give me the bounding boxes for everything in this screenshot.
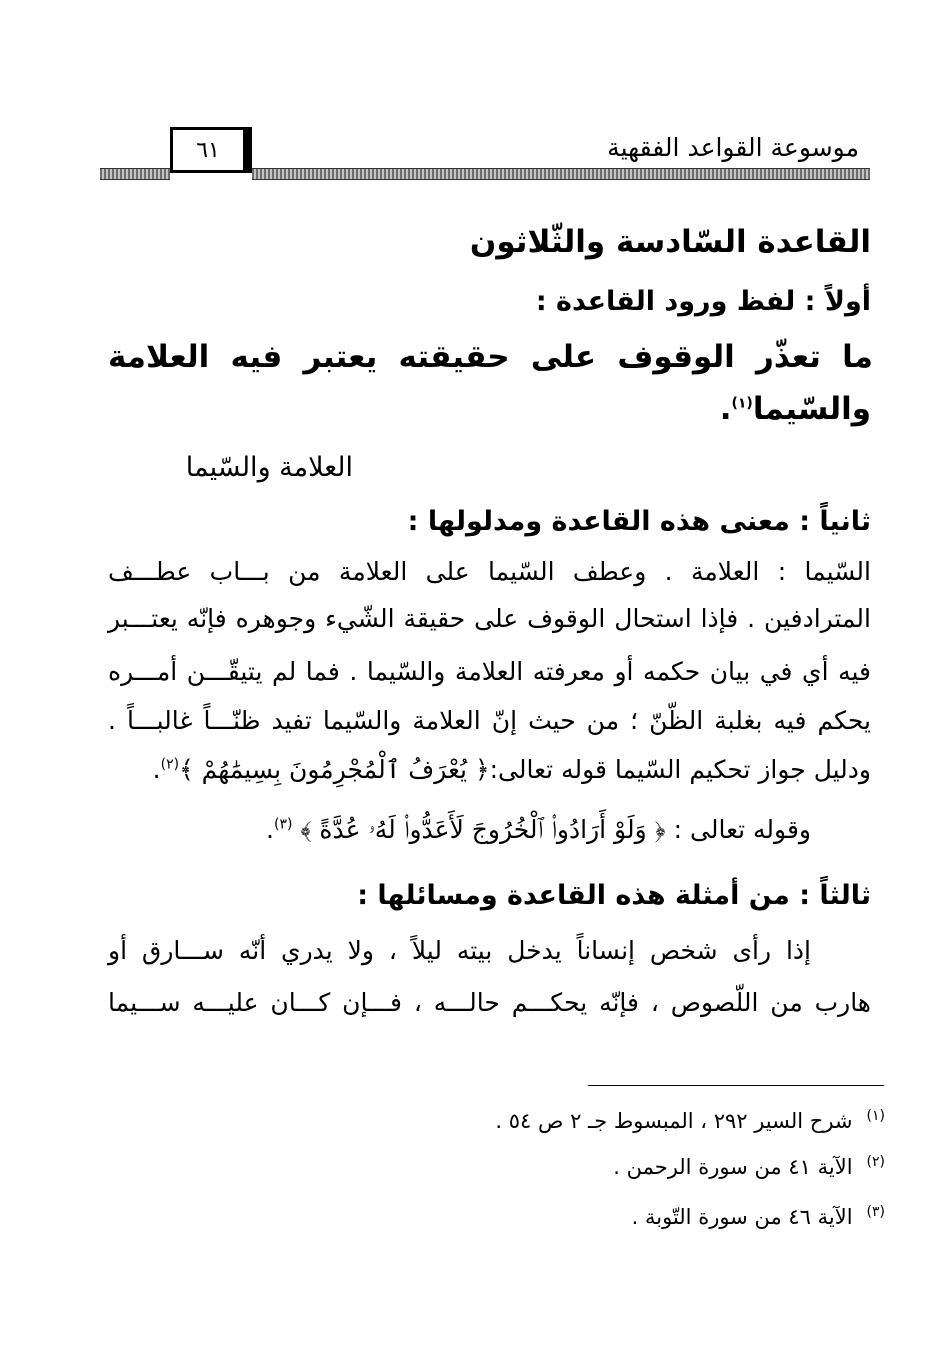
- running-header-title: موسوعة القواعد الفقهية: [607, 133, 859, 162]
- evidence1-end: .: [152, 755, 161, 784]
- paragraph1-line2: المترادفين . فإذا استحال الوقوف على حقيقة الشّيء وجوهره فإنّه يعتـــبر: [108, 604, 871, 633]
- footnote-2-number: (٢): [866, 1154, 885, 1170]
- quran-verse-1: ﴿ يُعْرَفُ ٱلْمُجْرِمُونَ بِسِيمَٰهُمْ ﴾: [179, 755, 490, 784]
- footnote-ref-1: (١): [731, 395, 753, 412]
- rule-statement-line1: ما تعذّر الوقوف على حقيقته يعتبر فيه العلامة: [108, 339, 873, 375]
- footnote-separator: [588, 1085, 884, 1086]
- subheading-alama: العلامة والسّيما: [185, 452, 353, 483]
- paragraph2-line2: هارب من اللّصوص ، فإنّه يحكـــم حالـــه ، فـــإن كـــان عليـــه ســـيما: [108, 988, 871, 1017]
- footnote-1: [495, 1108, 885, 1133]
- paragraph1-line3: فيه أي في بيان حكمه أو معرفته العلامة والسّيما . فما لم يتيقّـــن أمـــره: [108, 657, 871, 686]
- paragraph1-line4: يحكم فيه بغلبة الظّنّ ؛ من حيث إنّ العلامة والسّيما تفيد ظنّـــاً غالبـــاً .: [108, 706, 871, 735]
- footnote-ref-3: (٣): [273, 816, 293, 833]
- evidence-line-1: [108, 755, 871, 784]
- footnote-2: [613, 1154, 885, 1179]
- evidence1-prefix: ودليل جواز تحكيم السّيما قوله تعالى:: [489, 755, 871, 784]
- footnote-ref-2: (٢): [160, 756, 180, 773]
- chapter-heading: القاعدة السّادسة والثّلاثون: [469, 224, 871, 260]
- paragraph1-line1: السّيما : العلامة . وعطف السّيما على العلامة من بـــاب عطـــف: [108, 557, 871, 586]
- quran-verse-2: ﴿ وَلَوْ أَرَادُوا۟ ٱلْخُرُوجَ لَأَعَدُّوا۟ لَهُۥ عُدَّةً ﴾: [300, 815, 666, 844]
- footnote-3: [632, 1204, 885, 1229]
- footnote-1-text: شرح السير ٢٩٢ ، المبسوط جـ ٢ ص ٥٤ .: [495, 1109, 853, 1133]
- evidence-line-2: [108, 815, 811, 845]
- footnote-3-number: (٣): [866, 1204, 885, 1220]
- rule-statement-word: والسّيما: [752, 391, 871, 427]
- footnote-1-number: (١): [866, 1108, 885, 1124]
- section-title-2: ثانياً : معنى هذه القاعدة ومدلولها :: [407, 506, 871, 537]
- section-title-1: أولاً : لفظ ورود القاعدة :: [535, 286, 871, 317]
- rule-statement-line2: [108, 391, 871, 427]
- evidence2-prefix: وقوله تعالى :: [673, 815, 811, 844]
- page-number: ٦١: [170, 127, 252, 173]
- footnote-3-text: الآية ٤٦ من سورة التّوبة .: [631, 1205, 853, 1229]
- rule-statement-end: .: [719, 391, 732, 427]
- section-title-3: ثالثاً : من أمثلة هذه القاعدة ومسائلها :: [357, 880, 871, 911]
- paragraph2-line1: إذا رأى شخص إنساناً يدخل بيته ليلاً ، ولا يدري أنّه ســـارق أو: [108, 936, 811, 965]
- footnote-2-text: الآية ٤١ من سورة الرحمن .: [613, 1155, 853, 1179]
- evidence2-end: .: [266, 815, 274, 844]
